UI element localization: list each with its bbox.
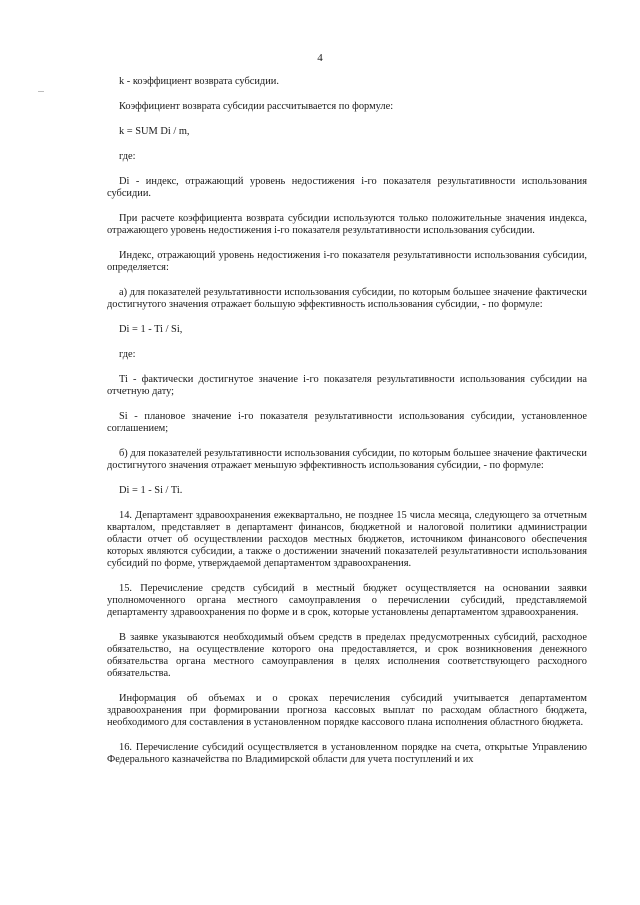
paragraph-si-definition: Si - плановое значение i-го показателя результативности использования субсидии, установленное соглашением; bbox=[107, 411, 587, 434]
paragraph-request-contents: В заявке указываются необходимый объем средств в пределах предусмотренных субсидий, расходное обязательство, на осуществление которого она предоставляется, и срок возникновения денежного обязательства органа местного самоуправления в целях исполнения соответствующего расходного обязательства. bbox=[107, 632, 587, 679]
margin-mark bbox=[38, 91, 44, 92]
document-body bbox=[107, 76, 587, 777]
paragraph-index-determined: Индекс, отражающий уровень недостижения i-го показателя результативности использования субсидии, определяется: bbox=[107, 250, 587, 273]
paragraph-information-volumes: Информация об объемах и о сроках перечисления субсидий учитывается департаментом здравоохранения при формировании прогноза кассовых выплат по расходам областного бюджета, необходимого для составления в установленном порядке кассового плана исполнения областного бюджета. bbox=[107, 693, 587, 728]
paragraph-case-b: б) для показателей результативности использования субсидии, по которым большее значение фактически достигнутого значения отражает меньшую эффективность использования субсидии, - по формуле: bbox=[107, 448, 587, 471]
paragraph-item-15: 15. Перечисление средств субсидий в местный бюджет осуществляется на основании заявки уполномоченного органа местного самоуправления о перечислении субсидий, представляемой департаменту здравоохранения по форме и в срок, которые установлены департаментом здравоохранения. bbox=[107, 583, 587, 618]
page-number: 4 bbox=[317, 52, 323, 64]
paragraph-k-definition: k - коэффициент возврата субсидии. bbox=[119, 76, 279, 87]
paragraph-case-a: а) для показателей результативности использования субсидии, по которым большее значение фактически достигнутого значения отражает большую эффективность использования субсидии, - по формуле: bbox=[107, 287, 587, 310]
paragraph-di-definition: Di - индекс, отражающий уровень недостижения i-го показателя результативности использования субсидии. bbox=[107, 176, 587, 199]
formula-di-b: Di = 1 - Si / Ti. bbox=[119, 485, 183, 496]
paragraph-item-16: 16. Перечисление субсидий осуществляется в установленном порядке на счета, открытые Управлению Федерального казначейства по Владимирской области для учета поступлений и их bbox=[107, 742, 587, 765]
paragraph-ti-definition: Ti - фактически достигнутое значение i-го показателя результативности использования субсидии на отчетную дату; bbox=[107, 374, 587, 397]
paragraph-where-1: где: bbox=[119, 151, 136, 162]
formula-k: k = SUM Di / m, bbox=[119, 126, 190, 137]
paragraph-positive-values: При расчете коэффициента возврата субсидии используются только положительные значения индекса, отражающего уровень недостижения i-го показателя результативности использования субсидии. bbox=[107, 213, 587, 236]
formula-di-a: Di = 1 - Ti / Si, bbox=[119, 324, 183, 335]
paragraph-item-14: 14. Департамент здравоохранения ежеквартально, не позднее 15 числа месяца, следующего за отчетным кварталом, представляет в департамент финансов, бюджетной и налоговой политики администрации области отчет об осуществлении расходов местных бюджетов, источником финансового обеспечения которых являются субсидии, а также о достижении значений показателей результативности использования субсидий по форме, утверждаемой департаментом здравоохранения. bbox=[107, 510, 587, 569]
paragraph-where-2: где: bbox=[119, 349, 136, 360]
paragraph-k-formula-intro: Коэффициент возврата субсидии рассчитывается по формуле: bbox=[119, 101, 394, 112]
